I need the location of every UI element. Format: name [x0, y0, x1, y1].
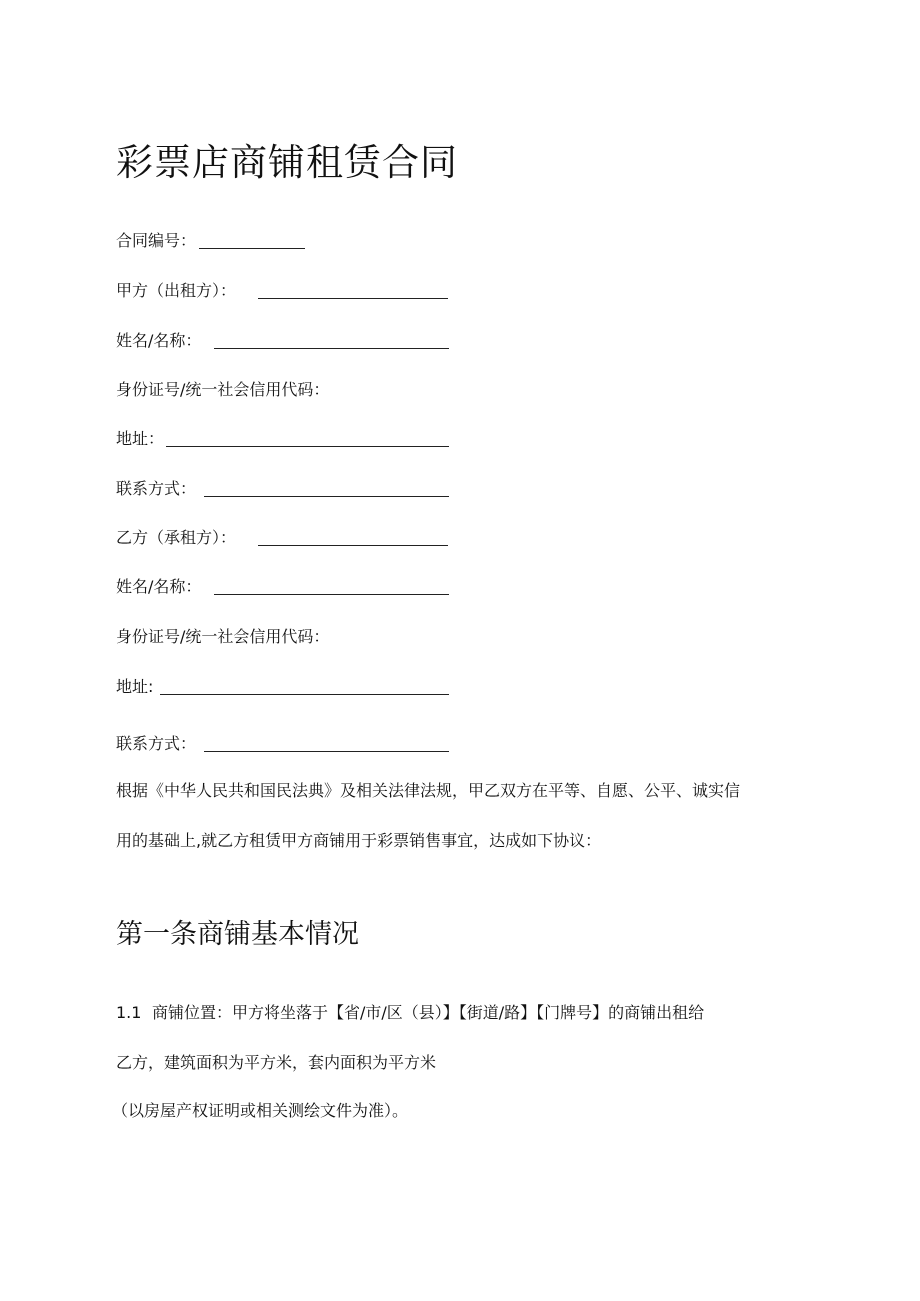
party-a-name-blank[interactable] [214, 332, 449, 349]
party-b-field [116, 527, 448, 549]
party-a-address-field [116, 428, 449, 450]
clause-1-1-line-3: （以房屋产权证明或相关测绘文件为准）。 [112, 1101, 409, 1120]
section-1-heading: 第一条商铺基本情况 [116, 919, 359, 950]
party-b-contact-blank[interactable] [204, 735, 449, 752]
clause-1-1-number: 1.1 [116, 1003, 142, 1022]
party-a-contact-blank[interactable] [204, 480, 449, 497]
contract-number-blank[interactable] [199, 232, 305, 249]
party-b-id-field [116, 626, 329, 648]
party-a-field [116, 280, 448, 302]
party-b-address-field [116, 676, 449, 698]
party-a-name-field [116, 330, 449, 352]
party-a-address-blank[interactable] [166, 430, 449, 447]
field-label: 联系方式： [116, 479, 197, 498]
field-label: 地址： [116, 429, 165, 448]
field-label: 合同编号： [116, 231, 197, 250]
field-label: 联系方式： [116, 734, 197, 753]
party-b-blank[interactable] [258, 529, 448, 546]
field-label: 姓名/名称： [116, 577, 202, 596]
party-b-contact-field [116, 733, 449, 755]
clause-1-1-line-2: 乙方，建筑面积为平方米，套内面积为平方米 [116, 1053, 437, 1072]
party-a-id-field [116, 379, 329, 401]
field-label: 乙方（承租方）： [116, 528, 237, 547]
party-a-blank[interactable] [258, 282, 448, 299]
clause-1-1-line-1: 商铺位置：甲方将坐落于【省/市/区（县）】【街道/路】【门牌号】的商铺出租给 [152, 1003, 705, 1022]
contract-number-field [116, 230, 305, 252]
document-title: 彩票店商铺租赁合同 [116, 141, 458, 184]
field-label: 身份证号/统一社会信用代码： [116, 380, 330, 399]
preamble-line-1: 根据《中华人民共和国民法典》及相关法律法规，甲乙双方在平等、自愿、公平、诚实信 [116, 781, 741, 800]
field-label: 姓名/名称： [116, 331, 202, 350]
party-b-name-blank[interactable] [214, 578, 449, 595]
field-label: 地址: [116, 677, 154, 696]
party-b-name-field [116, 576, 449, 598]
field-label: 身份证号/统一社会信用代码： [116, 627, 330, 646]
party-b-address-blank[interactable] [160, 678, 449, 695]
party-a-contact-field [116, 478, 449, 500]
preamble-line-2: 用的基础上,就乙方租赁甲方商铺用于彩票销售事宜，达成如下协议： [116, 831, 602, 850]
field-label: 甲方（出租方）： [116, 281, 237, 300]
